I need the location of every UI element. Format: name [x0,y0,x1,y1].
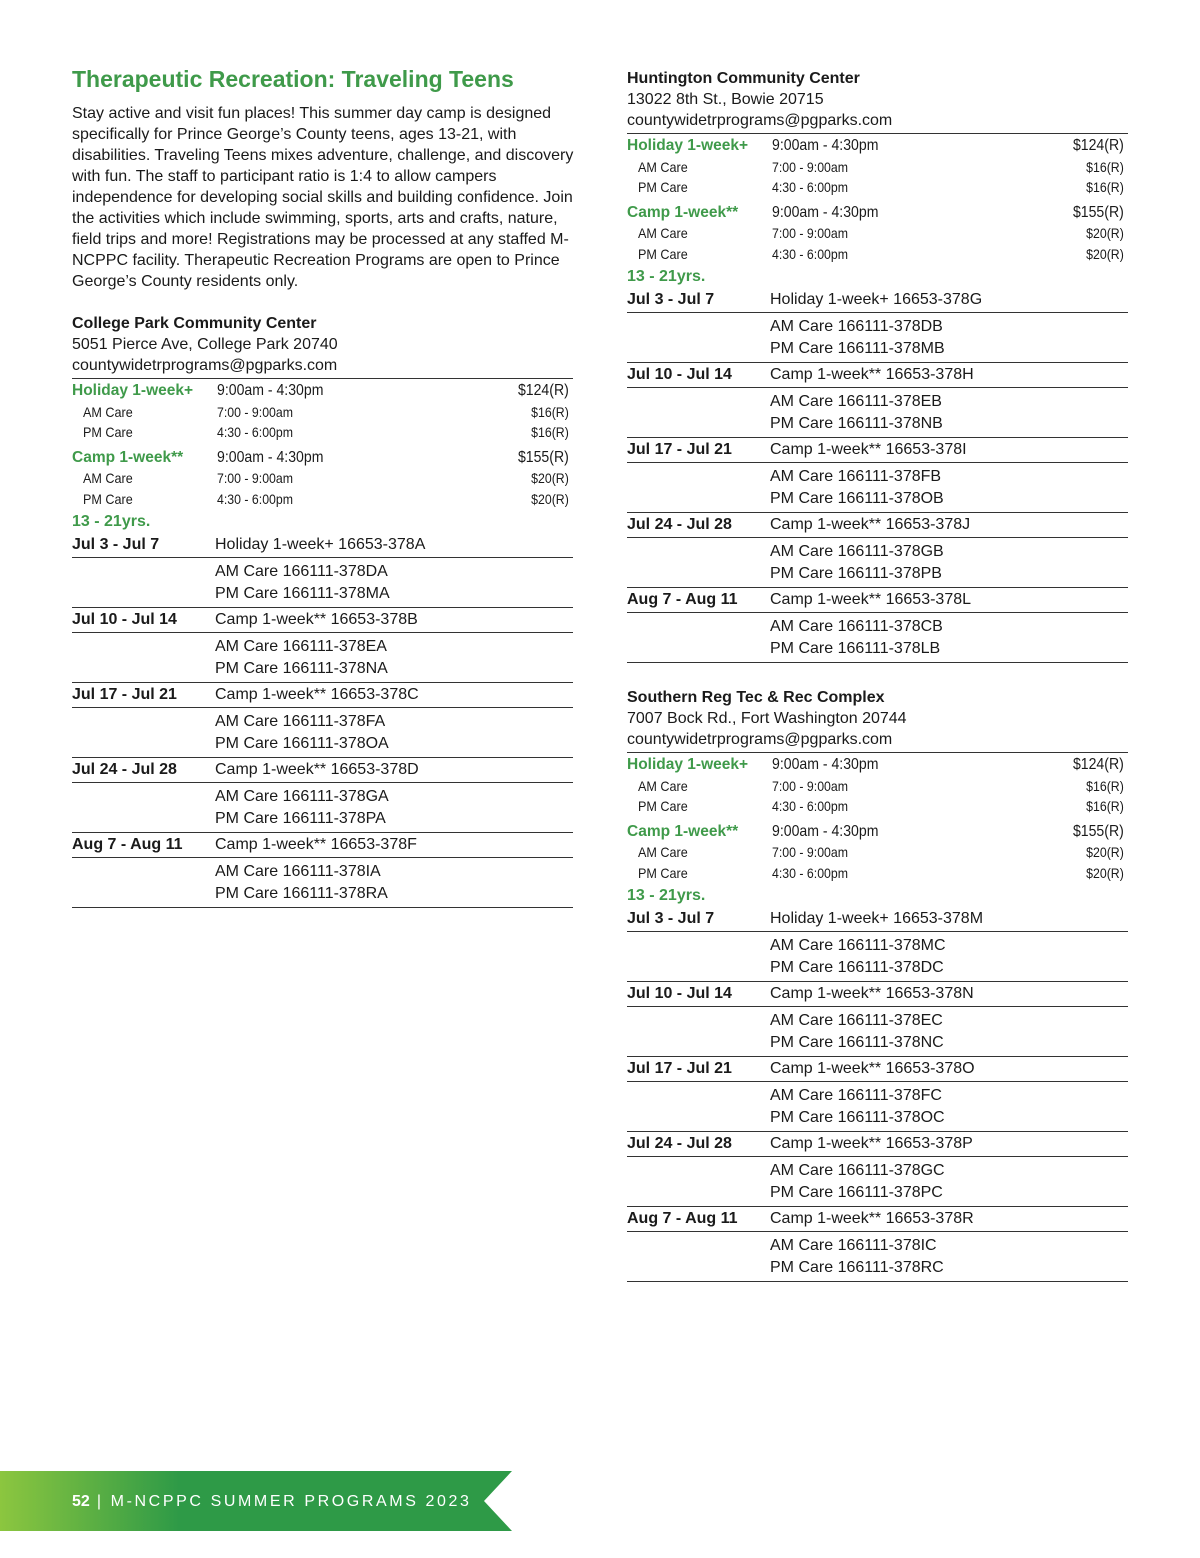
session-program: Holiday 1-week+ 16653-378A [215,536,426,553]
session-row [627,1057,1128,1082]
rate-label: PM Care [83,424,133,440]
rate-time: 4:30 - 6:00pm [217,424,294,440]
rate-price: $20(R) [1086,844,1124,860]
session-row [72,683,573,708]
rate-price: $20(R) [531,470,569,486]
session-row [627,288,1128,313]
session-program: Camp 1-week** 16653-378N [770,985,974,1002]
session-row [72,533,573,558]
session-row [72,833,573,858]
location-block [627,687,1128,1282]
session-date: Aug 7 - Aug 11 [627,1210,738,1227]
rate-time: 9:00am - 4:30pm [217,382,324,399]
rate-row-care [627,177,1128,198]
rate-price: $16(R) [1086,798,1124,814]
session-date: Jul 3 - Jul 7 [627,291,715,308]
rate-row-care [72,468,573,489]
rate-price: $16(R) [531,424,569,440]
rate-time: 9:00am - 4:30pm [217,448,324,466]
page-title: Therapeutic Recreation: Traveling Teens [72,66,514,92]
rate-price: $155(R) [518,448,569,466]
session-care [72,633,573,683]
session-care [72,708,573,758]
session-care [72,783,573,833]
session-program: Camp 1-week** 16653-378D [215,761,419,778]
rate-row-main [72,381,573,402]
rate-price: $16(R) [1086,158,1124,175]
rate-row-care [72,489,573,510]
rate-time: 9:00am - 4:30pm [772,756,879,773]
rate-label: AM Care [83,470,133,486]
location-address: 7007 Bock Rd., Fort Washington 20744 [627,710,907,727]
am-care-code: AM Care 166111-378CB [770,618,943,635]
rate-time: 9:00am - 4:30pm [772,822,879,840]
session-care [72,558,573,608]
rate-time: 4:30 - 6:00pm [772,864,849,881]
session-date: Jul 3 - Jul 7 [627,910,715,927]
rate-price: $16(R) [1086,777,1124,794]
rate-price: $20(R) [1086,864,1124,881]
footer-text [72,1493,472,1511]
intro-paragraph: Stay active and visit fun places! This summer day camp is designed specifically for Prince George’s County teens, ages 13-21, with disabilities. Traveling Teens mixes adventure, challenge, and discovery with fun. The staff to participant ratio is 1:4 to allow campers independence for developing social skills and building confidence. Join the activities which include swimming, sports, arts and crafts, nature, field trips and more! Registrations may be processed at any staffed M-NCPPC facility. Therapeutic Recreation Programs are open to Prince George’s County residents only. [72,105,574,290]
rate-row-care [627,863,1128,884]
rate-label: Camp 1-week** [627,203,739,221]
pm-care-code: PM Care 166111-378MA [215,585,390,602]
rate-label: Holiday 1-week+ [72,382,194,399]
session-program: Camp 1-week** 16653-378O [770,1060,975,1077]
session-date: Aug 7 - Aug 11 [72,836,183,853]
rate-table [72,378,573,509]
location-email: countywidetrprograms@pgparks.com [627,731,893,748]
rate-label: AM Care [638,158,688,175]
session-care [627,463,1128,513]
am-care-code: AM Care 166111-378GB [770,543,944,560]
session-care [627,613,1128,663]
am-care-code: AM Care 166111-378IC [770,1237,937,1254]
location-name: Huntington Community Center [627,70,860,87]
session-row [627,1207,1128,1232]
rate-time: 7:00 - 9:00am [772,777,849,794]
rate-time: 4:30 - 6:00pm [772,798,849,814]
pm-care-code: PM Care 166111-378RA [215,885,388,902]
pm-care-code: PM Care 166111-378MB [770,340,945,357]
age-range: 13 - 21yrs. [72,513,151,530]
location-email: countywidetrprograms@pgparks.com [72,357,338,374]
rate-label: PM Care [638,798,688,814]
rate-time: 7:00 - 9:00am [772,158,849,175]
am-care-code: AM Care 166111-378EA [215,638,387,655]
session-date: Jul 24 - Jul 28 [627,1135,732,1152]
session-date: Aug 7 - Aug 11 [627,591,738,608]
session-row [627,438,1128,463]
rate-row-care [627,796,1128,817]
rate-time: 4:30 - 6:00pm [772,179,849,195]
rate-price: $155(R) [1073,822,1124,840]
rate-row-main [627,755,1128,776]
age-range: 13 - 21yrs. [627,268,706,285]
session-date: Jul 10 - Jul 14 [627,366,732,383]
rate-row-care [627,223,1128,244]
pm-care-code: PM Care 166111-378NC [770,1034,944,1051]
pm-care-code: PM Care 166111-378OA [215,735,389,752]
session-care [627,1232,1128,1282]
location-block [627,68,1128,663]
session-program: Camp 1-week** 16653-378C [215,686,419,703]
rate-time: 7:00 - 9:00am [772,844,849,860]
rate-row-care [72,402,573,423]
rate-table [627,133,1128,264]
am-care-code: AM Care 166111-378EB [770,393,942,410]
rate-label: AM Care [638,844,688,860]
rate-time: 9:00am - 4:30pm [772,137,879,154]
rate-row-care [627,776,1128,797]
rate-price: $155(R) [1073,203,1124,221]
rate-label: PM Care [638,245,688,262]
session-care [627,1082,1128,1132]
am-care-code: AM Care 166111-378GA [215,788,389,805]
location-block [72,313,573,908]
am-care-code: AM Care 166111-378IA [215,863,381,880]
session-row [627,363,1128,388]
rate-row-care [627,244,1128,265]
pm-care-code: PM Care 166111-378PA [215,810,386,827]
page-number: 52 [72,1493,90,1510]
pm-care-code: PM Care 166111-378RC [770,1259,944,1276]
rate-price: $16(R) [1086,179,1124,195]
rate-table [627,752,1128,883]
rate-label: Holiday 1-week+ [627,756,749,773]
pm-care-code: PM Care 166111-378PC [770,1184,943,1201]
session-date: Jul 24 - Jul 28 [627,516,732,533]
rate-price: $124(R) [1073,756,1124,773]
session-program: Holiday 1-week+ 16653-378G [770,291,983,308]
session-program: Camp 1-week** 16653-378F [215,836,417,853]
session-date: Jul 10 - Jul 14 [72,611,177,628]
pm-care-code: PM Care 166111-378DC [770,959,944,976]
rate-time: 7:00 - 9:00am [772,225,849,241]
session-care [627,1157,1128,1207]
rate-label: Camp 1-week** [72,448,184,466]
rate-label: PM Care [638,864,688,881]
rate-label: AM Care [638,777,688,794]
session-program: Camp 1-week** 16653-378I [770,441,967,458]
session-date: Jul 17 - Jul 21 [72,686,177,703]
rate-price: $20(R) [1086,225,1124,241]
am-care-code: AM Care 166111-378FA [215,713,386,730]
pm-care-code: PM Care 166111-378LB [770,640,941,657]
session-care [627,538,1128,588]
am-care-code: AM Care 166111-378DA [215,563,388,580]
session-date: Jul 10 - Jul 14 [627,985,732,1002]
rate-row-main [72,448,573,469]
rate-row-main [627,822,1128,843]
location-name: College Park Community Center [72,315,317,332]
am-care-code: AM Care 166111-378MC [770,937,946,954]
pm-care-code: PM Care 166111-378PB [770,565,942,582]
session-date: Jul 17 - Jul 21 [627,441,732,458]
session-date: Jul 3 - Jul 7 [72,536,160,553]
session-program: Camp 1-week** 16653-378B [215,611,418,628]
session-row [627,513,1128,538]
rate-row-main [627,203,1128,224]
session-row [627,588,1128,613]
session-care [627,313,1128,363]
rate-time: 4:30 - 6:00pm [772,245,849,262]
rate-row-care [627,157,1128,178]
rate-price: $20(R) [531,490,569,507]
session-date: Jul 24 - Jul 28 [72,761,177,778]
rate-label: Camp 1-week** [627,822,739,840]
rate-price: $124(R) [1073,137,1124,154]
session-care [72,858,573,908]
session-date: Jul 17 - Jul 21 [627,1060,732,1077]
publication-title: M-NCPPC SUMMER PROGRAMS 2023 [110,1493,472,1510]
rate-label: PM Care [638,179,688,195]
am-care-code: AM Care 166111-378EC [770,1012,943,1029]
session-care [627,932,1128,982]
session-row [72,608,573,633]
session-program: Camp 1-week** 16653-378L [770,591,972,608]
rate-time: 7:00 - 9:00am [217,470,294,486]
am-care-code: AM Care 166111-378GC [770,1162,945,1179]
rate-time: 9:00am - 4:30pm [772,203,879,221]
pm-care-code: PM Care 166111-378NB [770,415,943,432]
location-name: Southern Reg Tec & Rec Complex [627,689,885,706]
pm-care-code: PM Care 166111-378NA [215,660,388,677]
session-row [627,1132,1128,1157]
session-row [72,758,573,783]
rate-price: $16(R) [531,403,569,420]
session-program: Holiday 1-week+ 16653-378M [770,910,984,927]
pm-care-code: PM Care 166111-378OC [770,1109,945,1126]
location-email: countywidetrprograms@pgparks.com [627,112,893,129]
session-care [627,1007,1128,1057]
footer-separator: | [96,1493,104,1510]
session-program: Camp 1-week** 16653-378J [770,516,971,533]
rate-price: $20(R) [1086,245,1124,262]
rate-time: 7:00 - 9:00am [217,403,294,420]
am-care-code: AM Care 166111-378FB [770,468,942,485]
session-row [627,982,1128,1007]
am-care-code: AM Care 166111-378DB [770,318,943,335]
age-range: 13 - 21yrs. [627,887,706,904]
session-program: Camp 1-week** 16653-378P [770,1135,973,1152]
session-program: Camp 1-week** 16653-378R [770,1210,974,1227]
rate-row-care [72,422,573,443]
rate-row-main [627,136,1128,157]
session-row [627,907,1128,932]
location-address: 5051 Pierce Ave, College Park 20740 [72,336,338,353]
am-care-code: AM Care 166111-378FC [770,1087,942,1104]
rate-label: AM Care [83,403,133,420]
rate-label: Holiday 1-week+ [627,137,749,154]
rate-row-care [627,842,1128,863]
session-program: Camp 1-week** 16653-378H [770,366,974,383]
rate-label: AM Care [638,225,688,241]
rate-price: $124(R) [518,382,569,399]
rate-time: 4:30 - 6:00pm [217,490,294,507]
pm-care-code: PM Care 166111-378OB [770,490,944,507]
session-care [627,388,1128,438]
location-address: 13022 8th St., Bowie 20715 [627,91,824,108]
rate-label: PM Care [83,490,133,507]
